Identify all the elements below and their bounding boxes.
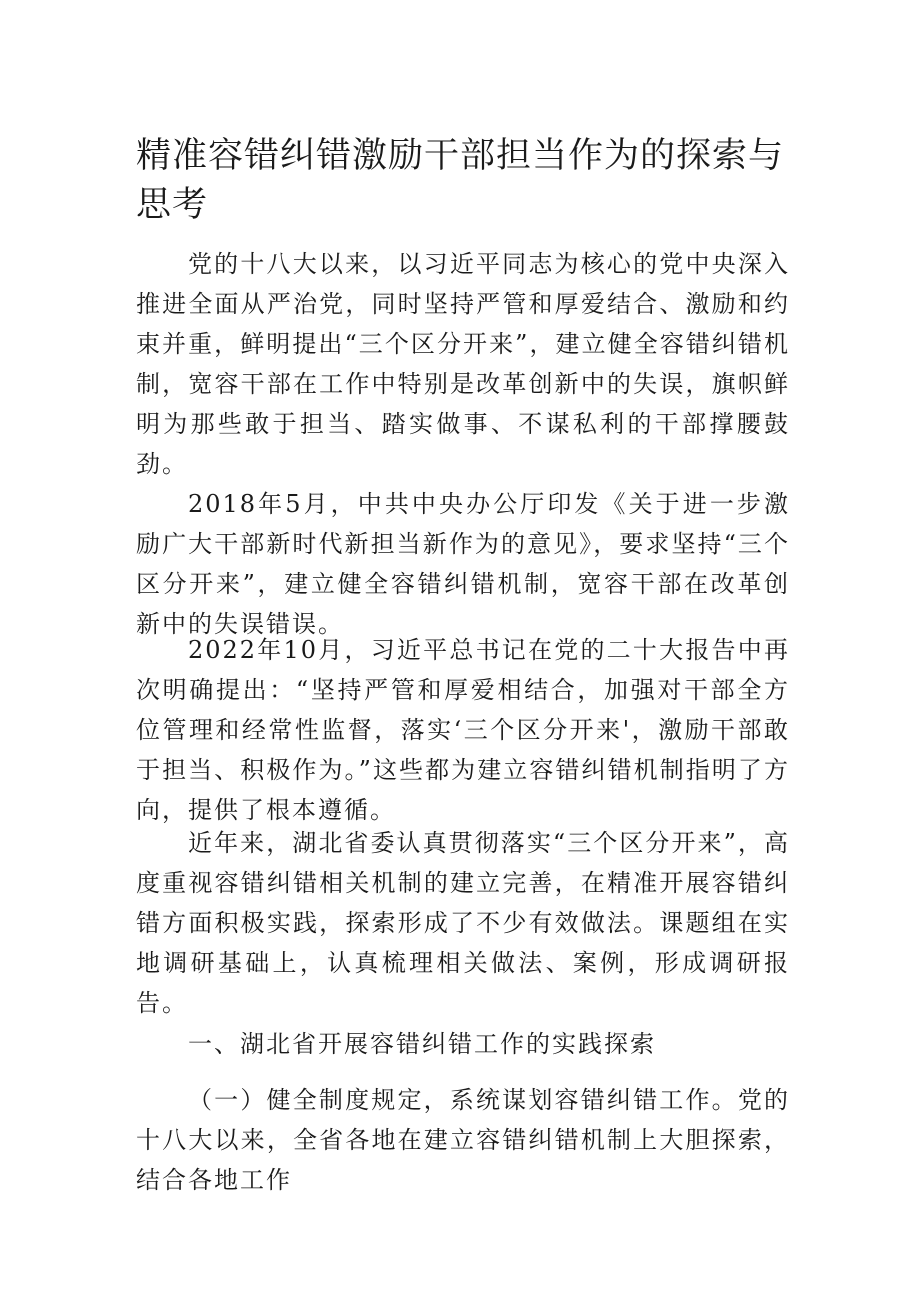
paragraph-2018: 2018年5月，中共中央办公厅印发《关于进一步激励广大干部新时代新担当新作为的意见》，要求坚持“三个区分开来”，建立健全容错纠错机制，宽容干部在改革创新中的失误错误。 xyxy=(136,490,790,638)
paragraph-2022: 2022年10月，习近平总书记在党的二十大报告中再次明确提出：“坚持严管和厚爱相结合，加强对干部全方位管理和经常性监督，落实‘三个区分开来'，激励干部敢于担当、积极作为。”这些都为建立容错纠错机制指明了方向，提供了根本遵循。 xyxy=(136,636,790,824)
subsection-paragraph: （一）健全制度规定，系统谋划容错纠错工作。党的十八大以来，全省各地在建立容错纠错机制上大胆探索，结合各地工作 xyxy=(136,1086,790,1194)
paragraph-intro: 党的十八大以来，以习近平同志为核心的党中央深入推进全面从严治党，同时坚持严管和厚爱结合、激励和约束并重，鲜明提出“三个区分开来”，建立健全容错纠错机制，宽容干部在工作中特别是改革创新中的失误，旗帜鲜明为那些敢于担当、踏实做事、不谋私利的干部撑腰鼓劲。 xyxy=(136,250,790,478)
paragraph-hubei: 近年来，湖北省委认真贯彻落实“三个区分开来”，高度重视容错纠错相关机制的建立完善，在精准开展容错纠错方面积极实践，探索形成了不少有效做法。课题组在实地调研基础上，认真梳理相关做法、案例，形成调研报告。 xyxy=(136,829,790,1017)
section-heading: 一、湖北省开展容错纠错工作的实践探索 xyxy=(188,1030,656,1058)
document-title: 精准容错纠错激励干部担当作为的探索与思考 xyxy=(136,136,785,225)
